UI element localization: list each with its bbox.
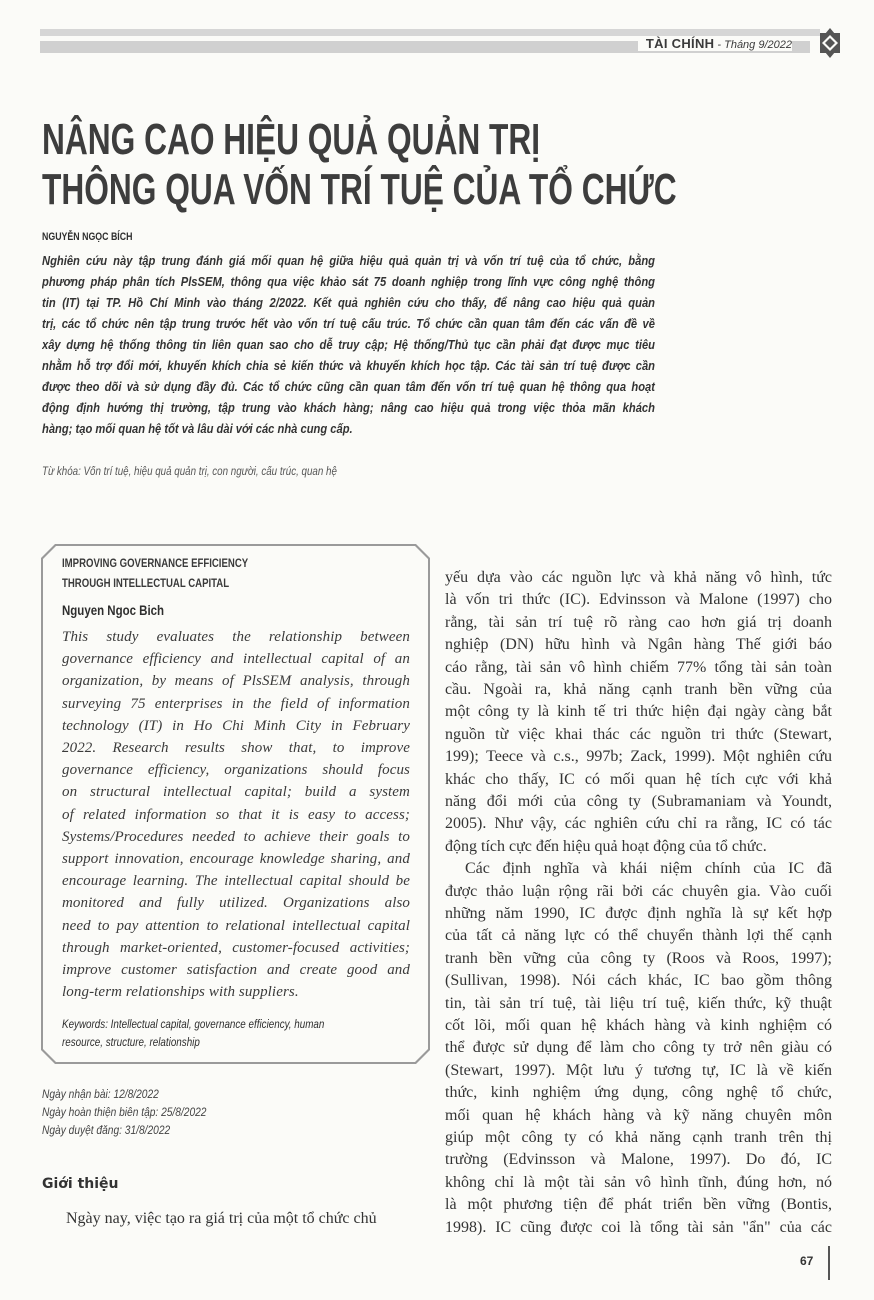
journal-emblem-icon	[816, 28, 844, 58]
running-header	[638, 36, 792, 51]
body-text-line: năng đổi mới của công ty (Subramaniam và Youndt,	[445, 793, 832, 810]
body-text-line: (Sullivan, 1998). Nói cách khác, IC bao gồm thông	[445, 972, 832, 990]
body-text-line: thức, kinh nghiệm ứng dụng, công nghệ tổ chức,	[445, 1084, 832, 1102]
body-text-line: tranh bền vững của công ty (Roos và Roos, 1997);	[445, 949, 832, 967]
english-keywords-line: resource, structure, relationship	[62, 1035, 200, 1049]
abstract-line: nhằm hỗ trợ đổi mới, khuyến khích chia sẻ kiến thức và khuyến khích học tập. Các tài sản trí tuệ được cần	[42, 358, 655, 373]
body-text-line: (Stewart, 1997). Một lưu ý tương tự, IC là về kiến	[445, 1061, 832, 1079]
english-abstract-line: technology (IT) in Ho Chi Minh City in February	[62, 717, 410, 734]
body-text-line: Ngày nay, việc tạo ra giá trị của một tổ chức chủ	[66, 1210, 377, 1227]
body-text-line: 2005). Như vậy, các nghiên cứu chỉ ra rằng, IC có tác	[445, 815, 832, 833]
english-abstract-line: of related information so that it is easy to access;	[62, 806, 410, 823]
abstract-line: động định hướng thị trường, tập trung vào khách hàng; nâng cao hiệu quả trong việc thỏa mãn khách	[42, 400, 655, 415]
body-text-line: là một phương tiện để phát triển bền vững (Bontis,	[445, 1196, 832, 1214]
date-edited: Ngày hoàn thiện biên tập: 25/8/2022	[42, 1105, 207, 1119]
date-received: Ngày nhận bài: 12/8/2022	[42, 1087, 159, 1101]
body-text-line: động tích cực đến hiệu quả hoạt động của tổ chức.	[445, 837, 767, 855]
body-text-line: mối quan hệ khách hàng và kỹ năng chuyên môn	[445, 1106, 832, 1124]
keywords-vietnamese: Từ khóa: Vốn trí tuệ, hiệu quả quản trị, con người, cấu trúc, quan hệ	[42, 466, 337, 478]
body-text-line: được thảo luận rộng rãi bởi các chuyên gia. Vào cuối	[445, 882, 832, 900]
body-text-line: 1998). IC cũng được coi là tổng tài sản "ẩn" của các	[445, 1218, 832, 1236]
abstract-line: trị, các tổ chức nên tập trung trước hết vào vốn trí tuệ cấu trúc. Tổ chức cần quan tâm đến các vấn đề về	[42, 316, 655, 331]
english-abstract-line: organization, by means of PlsSEM analysis, through	[62, 673, 410, 690]
body-text-line: những năm 1990, IC được định nghĩa là sự kết hợp	[445, 905, 832, 922]
page-number-rule	[828, 1246, 830, 1280]
english-title-line: IMPROVING GOVERNANCE EFFICIENCY	[62, 556, 249, 570]
body-text-line: rằng, tài sản trí tuệ rõ ràng cao hơn giá trị doanh	[445, 613, 832, 631]
body-text-line: nguồn từ việc khai thác các nguồn tri thức (Stewart,	[445, 725, 832, 743]
body-text-line: 199); Teece và c.s., 997b; Zack, 1999). Một nghiên cứu	[445, 748, 832, 766]
english-abstract-line: monitored and fully utilized. Organizations also	[62, 895, 410, 912]
abstract-line: phương pháp phân tích PlsSEM, thông qua việc khảo sát 75 doanh nghiệp trong lĩnh vực công nghệ thông	[42, 274, 655, 289]
author-name: NGUYỄN NGỌC BÍCH	[42, 231, 133, 243]
body-text-line: nghiệp (DN) hữu hình và Ngân hàng Thế giới báo	[445, 636, 832, 654]
body-text-line: không chỉ là một tài sản vô hình tĩnh, đúng hơn, nó	[445, 1173, 832, 1191]
english-abstract-line: governance efficiency and intellectual capital of an	[62, 651, 410, 668]
body-text-line: trường (Edvinsson và Malone, 1997). Do đó, IC	[445, 1151, 832, 1169]
body-text-line: khác cho thấy, IC có mối quan hệ tích cực với khả	[445, 770, 832, 788]
abstract-line: xây dựng hệ thống thông tin liên quan sao cho dễ truy cập; Hệ thống/Thủ tục cần phải đạt được mục tiêu	[42, 337, 655, 352]
page-number: 67	[800, 1254, 814, 1268]
abstract-line: Nghiên cứu này tập trung đánh giá mối quan hệ giữa hiệu quả quản trị và vốn trí tuệ của tổ chức, bằng	[42, 253, 655, 268]
body-text-line: Các định nghĩa và khái niệm chính của IC đã	[465, 860, 832, 878]
english-abstract-line: support innovation, encourage knowledge sharing, and	[62, 851, 410, 867]
english-abstract-line: long-term relationships with suppliers.	[62, 984, 299, 1001]
header-rule-top	[40, 29, 820, 36]
abstract-line: hàng; tạo mối quan hệ tốt và lâu dài với các nhà cung cấp.	[42, 421, 353, 436]
body-text-line: là vốn tri thức (IC). Edvinsson và Malone (1997) cho	[445, 591, 832, 609]
english-abstract-line: on structural intellectual capital; build a system	[62, 784, 410, 801]
body-text-line: giúp một công ty có khả năng cạnh tranh trên thị	[445, 1129, 832, 1146]
english-keywords-line: Keywords: Intellectual capital, governance efficiency, human	[62, 1017, 325, 1031]
body-text-line: một công ty là kinh tế tri thức hiện đại ngày càng bắt	[445, 703, 832, 721]
journal-name: TÀI CHÍNH	[645, 36, 715, 51]
english-abstract-line: surveying 75 enterprises in the field of information	[62, 695, 410, 712]
body-text-line: tin, tài sản trí tuệ, tài liệu trí tuệ, kiến thức, kỹ thuật	[445, 994, 832, 1012]
body-text-line: cầu. Ngoài ra, khả năng cạnh tranh bền vững của	[445, 681, 832, 698]
section-heading: Giới thiệu	[42, 1176, 119, 1192]
body-text-line: thể được sử dụng để làm cho công ty trở nên giàu có	[445, 1039, 832, 1057]
body-text-line: cáo rằng, tài sản vô hình chiếm 77% tổng tài sản toàn	[445, 658, 832, 676]
abstract-line: được theo dõi và sử dụng đầy đủ. Các tổ chức cũng cần quan tâm đến vốn trí tuệ quan hệ thông qua hoạt	[42, 379, 655, 394]
english-abstract-line: governance efficiency, organizations should focus	[62, 762, 410, 779]
body-text-line: cốt lõi, mối quan hệ khách hàng và kinh nghiệm có	[445, 1017, 832, 1034]
english-author: Nguyen Ngoc Bich	[62, 602, 165, 618]
article-title-line: NÂNG CAO HIỆU QUẢ QUẢN TRỊ	[42, 115, 541, 164]
english-abstract-line: need to pay attention to relational intellectual capital	[62, 917, 410, 934]
english-abstract-line: through market-oriented, customer-focused activities;	[62, 939, 410, 956]
english-abstract-line: improve customer satisfaction and create good and	[62, 962, 410, 978]
english-abstract-line: encourage learning. The intellectual capital should be	[62, 873, 410, 890]
body-text-line: của tất cả năng lực có thể chuyển thành lợi thế cạnh	[445, 927, 832, 945]
english-abstract-line: This study evaluates the relationship between	[62, 629, 410, 645]
abstract-line: tin (IT) tại TP. Hồ Chí Minh vào tháng 2/2022. Kết quả nghiên cứu cho thấy, để nâng cao hiệu quả quản	[42, 295, 655, 310]
english-abstract-line: Systems/Procedures needed to achieve their goals to	[62, 828, 410, 845]
article-title-line: THÔNG QUA VỐN TRÍ TUỆ CỦA TỔ CHỨC	[42, 165, 677, 214]
issue-date: - Tháng 9/2022	[714, 39, 792, 51]
english-abstract-line: 2022. Research results show that, to improve	[62, 740, 410, 756]
date-approved: Ngày duyệt đăng: 31/8/2022	[42, 1123, 171, 1137]
english-title-line: THROUGH INTELLECTUAL CAPITAL	[62, 576, 230, 590]
body-text-line: yếu dựa vào các nguồn lực và khả năng vô hình, tức	[445, 569, 832, 586]
